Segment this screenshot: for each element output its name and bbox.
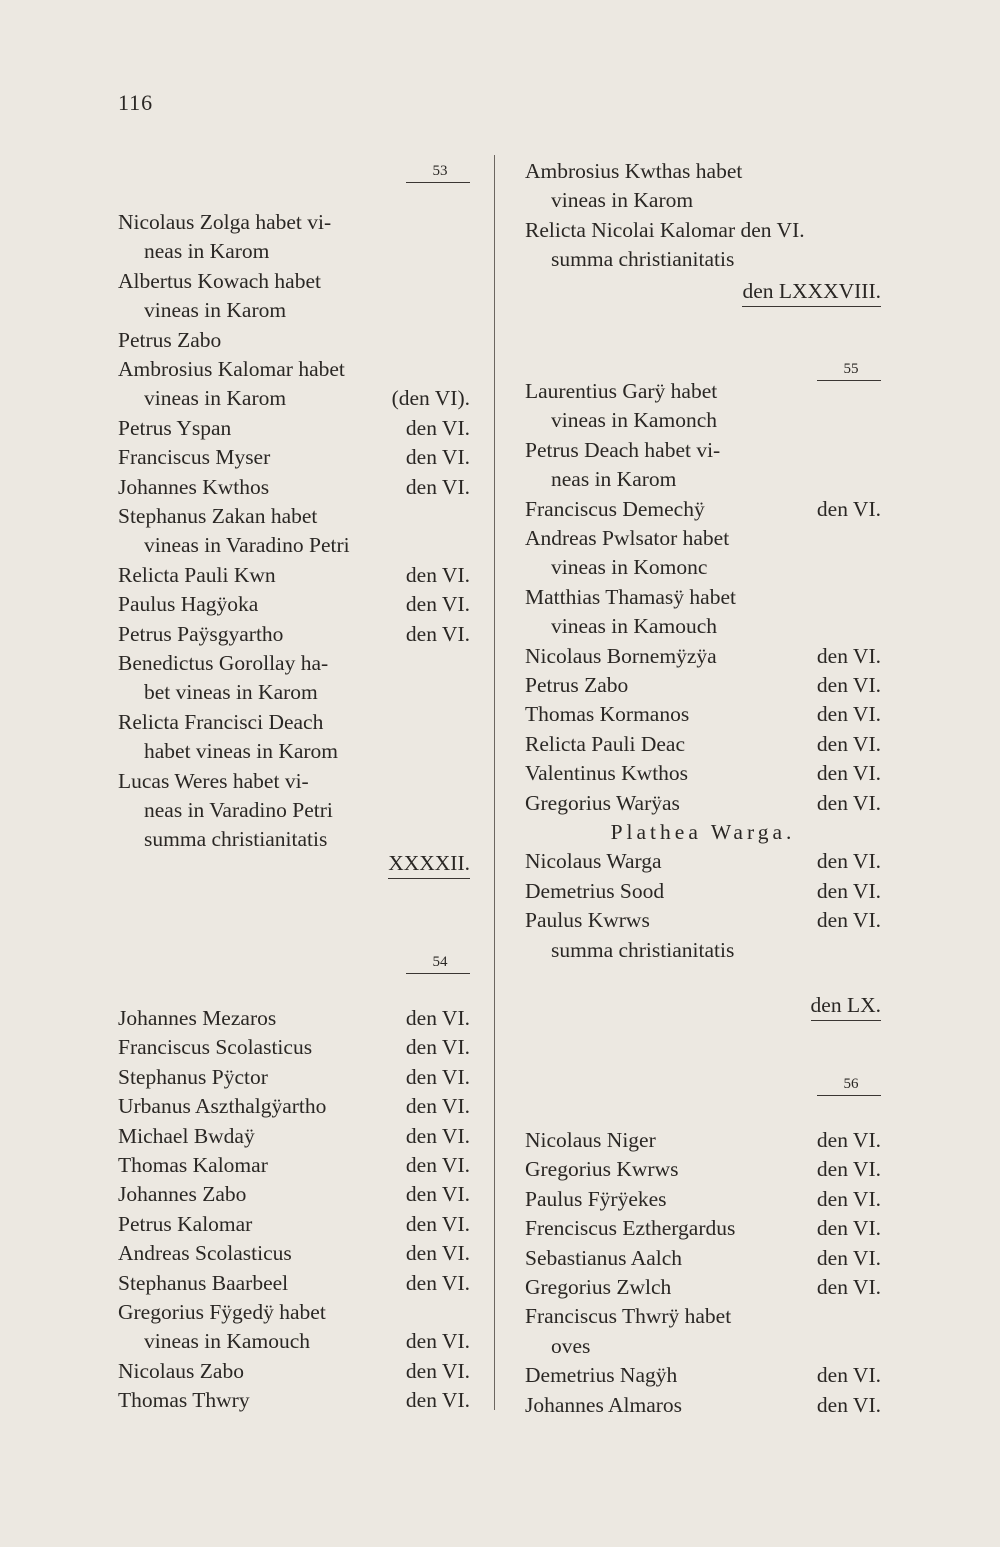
entry-line [118, 325, 470, 355]
entry-name: Ambrosius Kalomar habet [118, 357, 345, 381]
entry-line [525, 464, 881, 494]
entry-amount: den VI. [816, 1216, 881, 1241]
entry-name: vineas in Karom [144, 298, 287, 323]
entry-line [118, 648, 470, 678]
entry-name: vineas in Varadino Petri [144, 533, 350, 558]
entry-name: Relicta Francisci Deach [118, 709, 324, 734]
entry-line [118, 589, 470, 619]
entry-name: Gregorius Warÿas [525, 790, 680, 815]
entry-line [118, 1268, 470, 1298]
entry-line [118, 266, 470, 296]
entry-name: Thomas Thwry [118, 1388, 250, 1413]
entry-name: Stephanus Zakan habet [118, 504, 318, 528]
entry-line [118, 1385, 470, 1415]
entry-amount: den VI. [816, 761, 881, 786]
entry-name: Plathea Warga. [610, 820, 796, 844]
entry-name: Demetrius Nagÿh [525, 1363, 678, 1388]
entry-line [118, 354, 470, 384]
entry-name: Gregorius Fÿgedÿ habet [118, 1300, 326, 1324]
entry-name: Relicta Pauli Deac [525, 731, 685, 756]
entry-name: Johannes Mezaros [118, 1006, 277, 1030]
entry-line [118, 1032, 470, 1062]
entry-line [118, 1179, 470, 1209]
entry-amount: den VI. [816, 673, 881, 697]
entry-line [118, 236, 470, 266]
entry-line [525, 670, 881, 700]
section-total: XXXXII. [388, 848, 470, 879]
entry-name: Petrus Zabo [118, 327, 222, 352]
entry-name: Petrus Deach habet vi- [525, 437, 721, 462]
entry-amount: den VI. [816, 849, 881, 874]
entry-amount: den VI. [405, 1035, 470, 1060]
entry-name: Gregorius Kwrws [525, 1157, 679, 1182]
entry-name: summa christianitatis [551, 937, 735, 962]
entry-line [118, 1326, 470, 1356]
entry-name: summa christianitatis [144, 827, 328, 852]
entry-name: oves [551, 1333, 591, 1358]
entry-line [118, 1297, 470, 1327]
entry-name: vineas in Karom [144, 386, 287, 411]
entry-name: Andreas Pwlsator habet [525, 526, 730, 550]
section-number: 56 [817, 1075, 881, 1096]
entry-name: summa christianitatis [551, 247, 735, 272]
entry-name: Ambrosius Kwthas habet [525, 159, 743, 183]
entry-line [525, 876, 881, 906]
entry-name: Franciscus Thwrÿ habet [525, 1304, 732, 1329]
entry-line [525, 758, 881, 788]
entry-line [118, 766, 470, 796]
entry-name: Nicolaus Zolga habet vi- [118, 210, 332, 234]
entry-name: neas in Karom [551, 467, 677, 492]
entry-line [118, 1121, 470, 1151]
entry-amount: den VI. [405, 1064, 470, 1089]
entry-line [118, 413, 470, 443]
entry-amount: den VI. [816, 1363, 881, 1388]
entry-line [525, 244, 881, 274]
entry-line [525, 1213, 881, 1243]
entry-line [525, 699, 881, 729]
entry-line [525, 1125, 881, 1155]
entry-name: Demetrius Sood [525, 878, 665, 903]
entry-name: Franciscus Myser [118, 445, 271, 470]
entry-amount: (den VI). [391, 386, 470, 411]
page-number: 116 [118, 90, 154, 115]
entry-amount: den VI. [816, 908, 881, 933]
entry-line [525, 405, 881, 435]
entry-amount: den VI. [405, 1182, 470, 1207]
entry-line [118, 295, 470, 325]
entry-name: vineas in Kamouch [551, 614, 717, 639]
entry-name: bet vineas in Karom [144, 680, 318, 705]
entry-amount: den VI. [405, 1329, 470, 1354]
entry-line [525, 905, 881, 935]
entry-name: Petrus Paÿsgyartho [118, 621, 284, 646]
entry-amount: den VI. [816, 1128, 881, 1152]
entry-name: Paulus Kwrws [525, 908, 650, 933]
entry-name: Stephanus Pÿctor [118, 1064, 268, 1089]
entry-amount: den VI. [816, 1186, 881, 1211]
entry-amount: den VI. [816, 878, 881, 903]
entry-line [118, 560, 470, 590]
entry-line [118, 736, 470, 766]
section-total: den LXXXVIII. [742, 276, 881, 307]
section-number: 54 [406, 953, 470, 974]
entry-line [118, 207, 470, 237]
entry-name: habet vineas in Karom [144, 739, 339, 764]
entry-amount: den VI. [816, 496, 881, 521]
entry-line [525, 1390, 881, 1420]
entry-line [118, 707, 470, 737]
entry-amount: den VI. [405, 445, 470, 470]
entry-line [525, 523, 881, 553]
entry-name: Benedictus Gorollay ha- [118, 651, 329, 675]
entry-amount: den VI. [405, 1358, 470, 1383]
entry-name: vineas in Komonc [551, 555, 708, 580]
entry-line [118, 1209, 470, 1239]
entry-line [525, 846, 881, 876]
entry-line [118, 442, 470, 472]
entry-name: Petrus Kalomar [118, 1211, 253, 1236]
entry-name: Andreas Scolasticus [118, 1241, 292, 1266]
entry-line [118, 1003, 470, 1033]
entry-amount: den VI. [816, 643, 881, 668]
entry-line [525, 1243, 881, 1273]
entry-line [525, 935, 881, 965]
entry-line [525, 376, 881, 406]
entry-line [525, 552, 881, 582]
section-total: den LX. [811, 990, 881, 1021]
entry-amount: den VI. [405, 1123, 470, 1148]
entry-line [118, 1238, 470, 1268]
entry-name: Albertus Kowach habet [118, 268, 321, 293]
entry-line [118, 472, 470, 502]
entry-line [118, 530, 470, 560]
entry-line [118, 619, 470, 649]
section-number: 55 [817, 360, 881, 381]
entry-line [525, 641, 881, 671]
entry-amount: den VI. [405, 1211, 470, 1236]
entry-amount: den VI. [405, 562, 470, 587]
entry-line [525, 185, 881, 215]
entry-amount: den VI. [816, 1392, 881, 1417]
entry-amount: den VI. [405, 1241, 470, 1266]
entry-line [525, 215, 881, 245]
entry-name: Franciscus Scolasticus [118, 1035, 313, 1060]
entry-name: Johannes Kwthos [118, 474, 270, 499]
entry-name: Petrus Zabo [525, 673, 629, 697]
entry-name: Thomas Kormanos [525, 702, 690, 727]
entry-line [525, 1272, 881, 1302]
entry-name: Nicolaus Warga [525, 849, 662, 874]
entry-name: Johannes Almaros [525, 1392, 683, 1417]
entry-line [525, 1301, 881, 1331]
entry-line [525, 494, 881, 524]
entry-line [525, 729, 881, 759]
entry-name: Sebastianus Aalch [525, 1245, 683, 1270]
entry-line [118, 677, 470, 707]
entry-name: vineas in Kamonch [551, 408, 717, 433]
entry-line [525, 435, 881, 465]
entry-amount: den VI. [816, 1245, 881, 1270]
entry-line [118, 1150, 470, 1180]
entry-amount: den VI. [405, 1153, 470, 1177]
entry-amount: den VI. [405, 474, 470, 499]
entry-name: Petrus Yspan [118, 415, 232, 440]
entry-amount: den VI. [405, 1094, 470, 1119]
entry-name: neas in Varadino Petri [144, 798, 333, 822]
entry-line [525, 156, 881, 186]
entry-name: Valentinus Kwthos [525, 761, 689, 786]
entry-line [525, 1184, 881, 1214]
entry-name: Michael Bwdaÿ [118, 1123, 255, 1148]
entry-line [118, 1062, 470, 1092]
entry-amount: den VI. [405, 1270, 470, 1295]
street-heading [525, 817, 881, 847]
entry-name: Johannes Zabo [118, 1182, 247, 1207]
entry-name: Frenciscus Ezthergardus [525, 1216, 736, 1241]
section-number: 53 [406, 162, 470, 183]
entry-line [118, 795, 470, 825]
entry-line [525, 611, 881, 641]
entry-name: Paulus Hagÿoka [118, 592, 259, 617]
entry-amount: den VI. [405, 621, 470, 646]
entry-line [525, 582, 881, 612]
entry-line [118, 1356, 470, 1386]
entry-name: Franciscus Demechÿ [525, 496, 705, 521]
entry-line [525, 1360, 881, 1390]
entry-line [525, 1154, 881, 1184]
entry-line [118, 1091, 470, 1121]
entry-amount: den VI. [816, 731, 881, 756]
entry-amount: den VI. [816, 1157, 881, 1182]
entry-amount: den VI. [405, 1388, 470, 1413]
entry-name: Urbanus Aszthalgÿartho [118, 1094, 327, 1119]
entry-amount: den VI. [816, 702, 881, 727]
entry-name: Nicolaus Niger [525, 1128, 656, 1152]
entry-amount: den VI. [405, 415, 470, 440]
entry-name: Relicta Pauli Kwn [118, 562, 276, 587]
entry-name: vineas in Karom [551, 188, 694, 213]
column-divider [494, 155, 495, 1410]
entry-line [525, 1331, 881, 1361]
entry-name: vineas in Kamouch [144, 1329, 310, 1354]
entry-amount: den VI. [405, 592, 470, 617]
entry-line [118, 383, 470, 413]
entry-name: Laurentius Garÿ habet [525, 379, 718, 403]
entry-amount: den VI. [816, 790, 881, 815]
entry-line [118, 501, 470, 531]
entry-name: Matthias Thamasÿ habet [525, 584, 736, 609]
entry-name: Thomas Kalomar [118, 1153, 268, 1177]
entry-amount: den VI. [816, 1275, 881, 1299]
entry-line [525, 788, 881, 818]
entry-name: Paulus Fÿrÿekes [525, 1186, 667, 1211]
entry-name: Nicolaus Bornemÿzÿa [525, 643, 717, 668]
entry-name: Relicta Nicolai Kalomar den VI. [525, 217, 805, 242]
entry-amount: den VI. [405, 1006, 470, 1030]
entry-name: Lucas Weres habet vi- [118, 768, 309, 793]
entry-name: Nicolaus Zabo [118, 1358, 244, 1383]
entry-name: Gregorius Zwlch [525, 1275, 672, 1299]
entry-name: Stephanus Baarbeel [118, 1270, 289, 1295]
entry-name: neas in Karom [144, 239, 270, 264]
